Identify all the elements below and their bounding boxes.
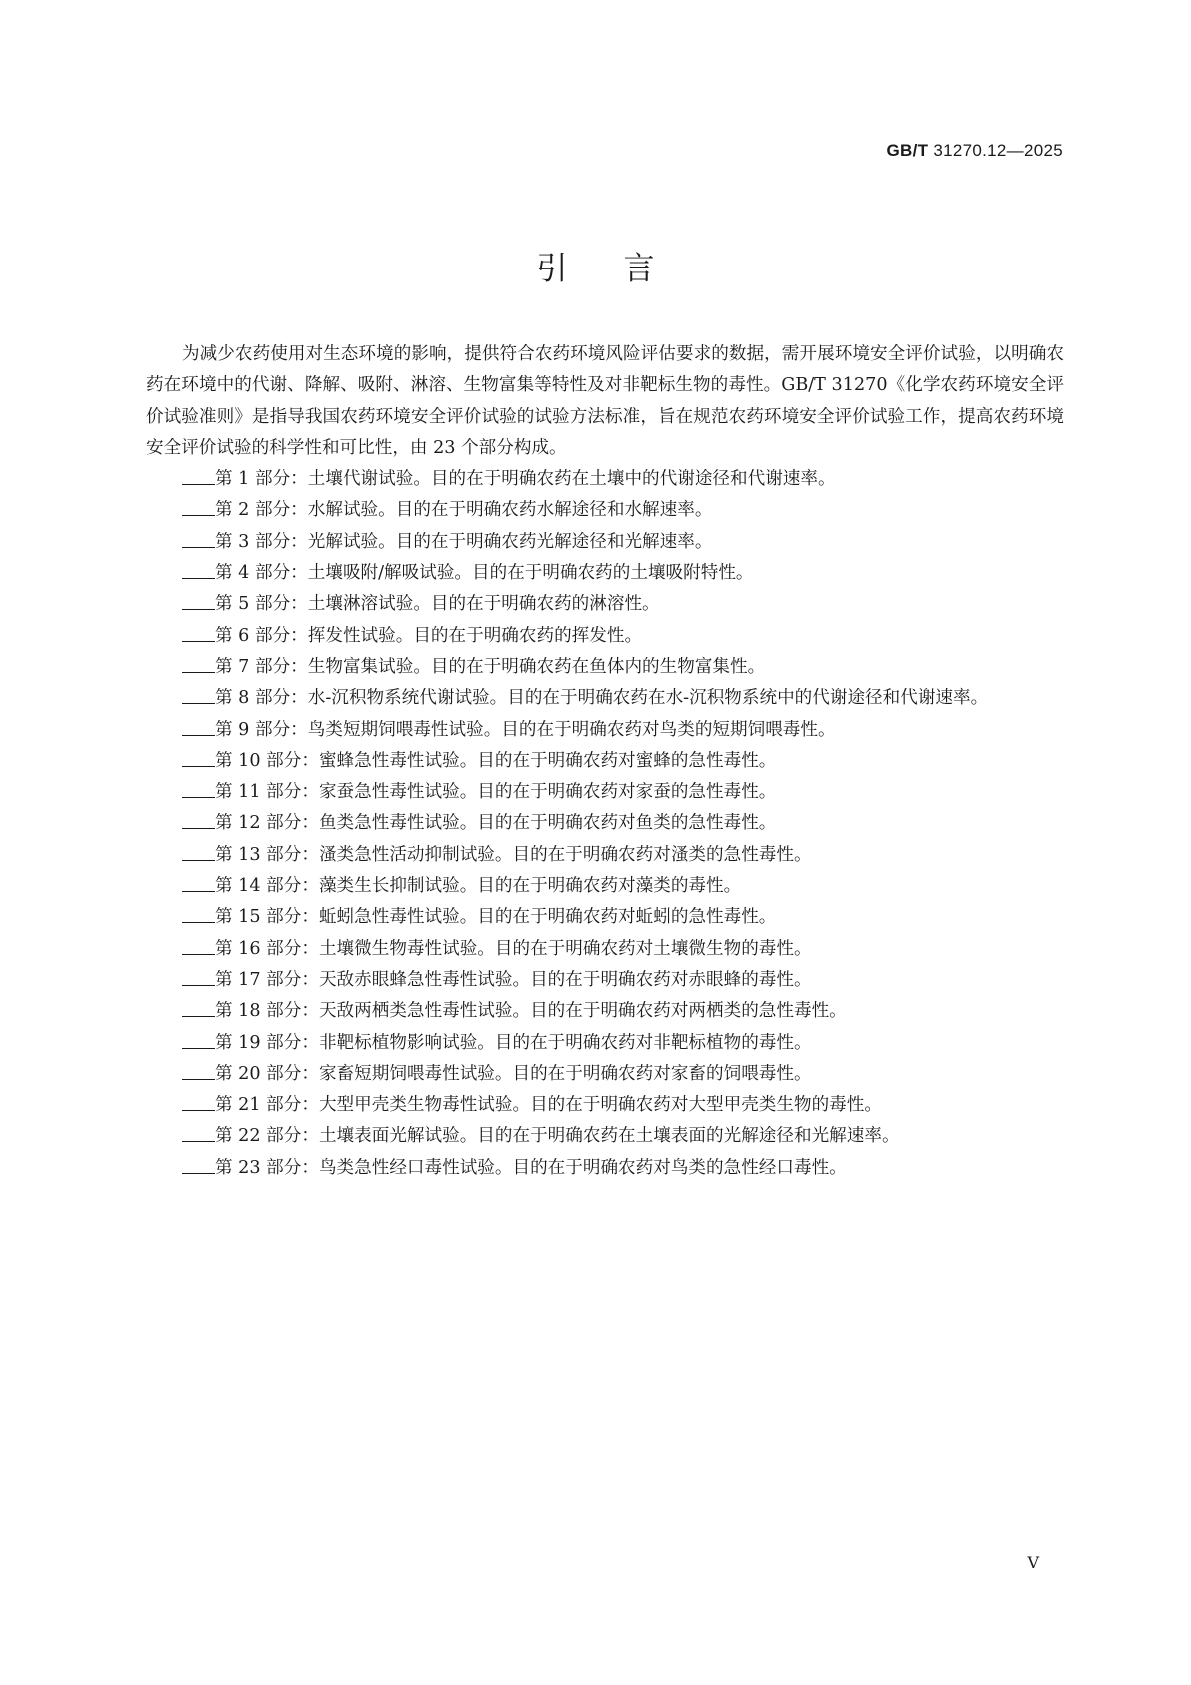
standard-code	[887, 141, 1063, 161]
parts-list	[146, 464, 1064, 1184]
list-item	[146, 1153, 1064, 1184]
list-item	[146, 996, 1064, 1027]
page-title: 引言	[536, 251, 711, 287]
list-item	[146, 808, 1064, 839]
part-text: 第 23 部分：鸟类急性经口毒性试验。目的在于明确农药对鸟类的急性经口毒性。	[215, 1157, 847, 1178]
part-text: 第 13 部分：溞类急性活动抑制试验。目的在于明确农药对溞类的急性毒性。	[215, 844, 812, 865]
document-body	[146, 339, 1064, 1184]
standard-number: 31270.12—2025	[933, 141, 1063, 160]
part-text: 第 21 部分：大型甲壳类生物毒性试验。目的在于明确农药对大型甲壳类生物的毒性。	[215, 1095, 882, 1116]
part-text: 第 16 部分：土壤微生物毒性试验。目的在于明确农药对土壤微生物的毒性。	[215, 938, 812, 959]
list-item	[146, 527, 1064, 558]
list-item	[146, 840, 1064, 871]
list-item	[146, 715, 1064, 746]
part-text: 第 19 部分：非靶标植物影响试验。目的在于明确农药对非靶标植物的毒性。	[215, 1032, 812, 1053]
list-item	[146, 1121, 1064, 1152]
part-text: 第 7 部分：生物富集试验。目的在于明确农药在鱼体内的生物富集性。	[215, 656, 766, 677]
list-item	[146, 934, 1064, 965]
list-item	[146, 558, 1064, 589]
part-text: 第 22 部分：土壤表面光解试验。目的在于明确农药在土壤表面的光解途径和光解速率。	[215, 1126, 900, 1147]
intro-paragraph: 为减少农药使用对生态环境的影响，提供符合农药环境风险评估要求的数据，需开展环境安全评价试验，以明确农药在环境中的代谢、降解、吸附、淋溶、生物富集等特性及对非靶标生物的毒性。GB/T 31270《化学农药环境安全评价试验准则》是指导我国农药环境安全评价试验的试验方法标准，旨在规范农药环境安全评价试验工作，提高农药环境安全评价试验的科学性和可比性，由 23 个部分构成。	[146, 344, 1064, 458]
list-item	[146, 1028, 1064, 1059]
list-item	[146, 589, 1064, 620]
part-text: 第 9 部分：鸟类短期饲喂毒性试验。目的在于明确农药对鸟类的短期饲喂毒性。	[215, 719, 836, 740]
list-item	[146, 965, 1064, 996]
list-item	[146, 495, 1064, 526]
part-text: 第 8 部分：水-沉积物系统代谢试验。目的在于明确农药在水-沉积物系统中的代谢途径和代谢速率。	[215, 688, 989, 709]
part-text: 第 15 部分：蚯蚓急性毒性试验。目的在于明确农药对蚯蚓的急性毒性。	[215, 907, 777, 928]
part-text: 第 1 部分：土壤代谢试验。目的在于明确农药在土壤中的代谢途径和代谢速率。	[215, 469, 836, 490]
list-item	[146, 621, 1064, 652]
list-item	[146, 1090, 1064, 1121]
page-number: V	[1027, 1553, 1039, 1572]
list-item	[146, 683, 1064, 714]
list-item	[146, 1059, 1064, 1090]
standard-prefix: GB/T	[886, 141, 929, 160]
part-text: 第 14 部分：藻类生长抑制试验。目的在于明确农药对藻类的毒性。	[215, 876, 742, 897]
part-text: 第 2 部分：水解试验。目的在于明确农药水解途径和水解速率。	[215, 500, 713, 521]
list-item	[146, 746, 1064, 777]
part-text: 第 17 部分：天敌赤眼蜂急性毒性试验。目的在于明确农药对赤眼蜂的毒性。	[215, 969, 812, 990]
list-item	[146, 464, 1064, 495]
part-text: 第 3 部分：光解试验。目的在于明确农药光解途径和光解速率。	[215, 531, 713, 552]
list-item	[146, 871, 1064, 902]
part-text: 第 12 部分：鱼类急性毒性试验。目的在于明确农药对鱼类的急性毒性。	[215, 813, 777, 834]
part-text: 第 18 部分：天敌两栖类急性毒性试验。目的在于明确农药对两栖类的急性毒性。	[215, 1001, 847, 1022]
list-item	[146, 777, 1064, 808]
list-item	[146, 652, 1064, 683]
list-item	[146, 902, 1064, 933]
part-text: 第 20 部分：家畜短期饲喂毒性试验。目的在于明确农药对家畜的饲喂毒性。	[215, 1063, 812, 1084]
part-text: 第 6 部分：挥发性试验。目的在于明确农药的挥发性。	[215, 625, 643, 646]
part-text: 第 11 部分：家蚕急性毒性试验。目的在于明确农药对家蚕的急性毒性。	[215, 782, 777, 803]
part-text: 第 10 部分：蜜蜂急性毒性试验。目的在于明确农药对蜜蜂的急性毒性。	[215, 750, 777, 771]
part-text: 第 5 部分：土壤淋溶试验。目的在于明确农药的淋溶性。	[215, 594, 660, 615]
part-text: 第 4 部分：土壤吸附/解吸试验。目的在于明确农药的土壤吸附特性。	[215, 563, 754, 584]
